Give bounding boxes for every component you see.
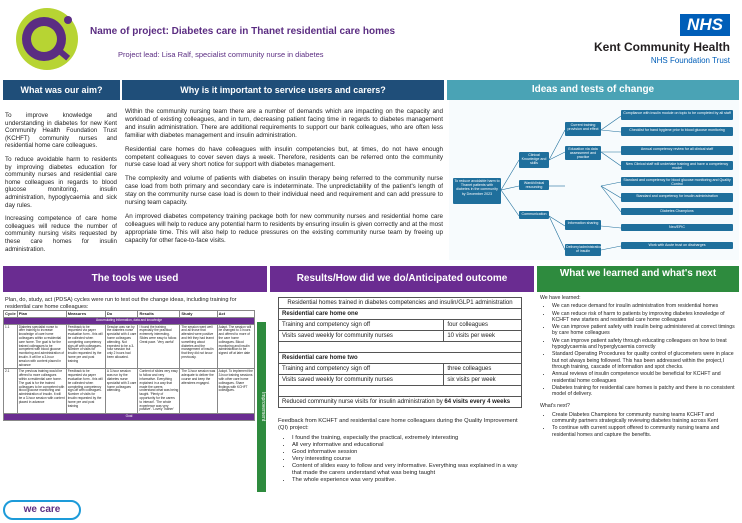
improvement-arrow-label: Improvement [257, 322, 266, 492]
table-row [279, 342, 522, 353]
pdsa-header-cycle: Cycle [5, 311, 16, 316]
pdsa-cell: Adapt. The session will be changed to 3 hours and offered to more of the care home colleagues. Blood monitoring and insulin administration to be signed off at later date [217, 324, 254, 369]
pdsa-cell: Content of slides very easy to follow and very informative. Everything explained in a way that made the carers understand what was being taught. 'Plenty of opportunity for the carers to interact'. 'The whole experience was very positive'. 'Lovely Trainer' [138, 369, 180, 414]
pdsa-cell: 1.1 [4, 324, 18, 369]
aim-paragraph-3: Increasing competence of care home colleagues will reduce the number of community nursing visits requested by these care homes for insulin administration. [5, 215, 117, 253]
why-paragraph-1: Within the community nursing team there are a number of demands which are impacting on the capacity and workload of existing colleagues, and in turn, decreasing patient facing time in regards to diabetes management and insulin administration. There are additional requirements to support our bank colleagues, who are often less familiar with diabetes management and insulin administration. [125, 108, 443, 139]
pdsa-header-act: Act [217, 311, 254, 318]
results-cell: six visits per week [444, 375, 522, 386]
results-cell: three colleagues [444, 364, 522, 375]
learned-list [552, 303, 738, 397]
driver-leaf-2: Checklist for hand hygiene prior to blood glucose monitoring [621, 127, 733, 136]
aim-paragraph-1: To improve knowledge and understanding in diabetes for new Kent Community Health Foundation Trust (KCHFT) community nurses and residential home care colleagues. [5, 112, 117, 150]
results-total [279, 397, 522, 408]
org-subtitle: NHS Foundation Trust [650, 56, 730, 65]
aim-paragraph-2: To reduce avoidable harm to residents by improving diabetes education for community nurses and residential care home colleagues in regards to blood glucose monitoring, insulin administration, hypoglycaemia and sick day rules. [5, 155, 117, 209]
learned-panel [540, 295, 738, 439]
driver-leaf-1: Compliance with insulin module on topic to be completed by all staff [621, 110, 733, 120]
list-item: • We can reduce demand for insulin administration from residential homes [552, 303, 738, 309]
driver-sub-1: Current training provision and effect [565, 122, 601, 136]
list-item: • We can reduce risk of harm to patients by improving diabetes knowledge of KCHFT new starters and residential care home colleagues [552, 311, 738, 324]
results-cell: Residential care home one [279, 309, 522, 320]
results-cell [279, 386, 522, 397]
list-item: • Annual reviews of insulin competence would be beneficial for KCHFT and residential home colleagues [552, 371, 738, 384]
why-paragraph-2: Residential care homes do have colleagues with insulin competencies but, at times, do not have enough competent colleagues to cover seven days a week. Therefore, residents can be referred onto the community nurse case load at very short notice for support with diabetes management. [125, 145, 443, 169]
driver-branch-5: Delivery/administration of insulin [565, 244, 601, 256]
why-panel [125, 108, 443, 251]
list-item: • To continue with current support offered to community nursing teams and residential homes and capture the benefits. [552, 425, 738, 438]
header [0, 0, 742, 78]
project-lead: Project lead: Lisa Ralf, specialist community nurse in diabetes [118, 50, 324, 59]
aim-panel [5, 112, 117, 259]
pdsa-cell: The session went well and all those that attended were positive and felt they had learnt something about diabetes and the management of insulin that they did not know previously. [180, 324, 217, 369]
results-cell [279, 342, 522, 353]
driver-sub-2: Education via data assessment and practice [565, 146, 601, 160]
pdsa-cell: Adopt. To implement the 3-hour training sessions with other care home colleagues. Share findings with KCHFT colleagues. [217, 369, 254, 414]
table-row [4, 324, 255, 369]
aim-heading: What was our aim? [3, 80, 120, 100]
pdsa-header-plan: Plan [17, 311, 66, 318]
pdsa-cell: Diabetes specialist nurse to offer training to increase knowledge of care home colleagues within a residential care home. The goal is for the trained colleagues to be competent with blood glucose monitoring and administration of insulin. It will be a 3-hour session with content placed in advance [17, 324, 66, 369]
driver-branch-3: Communication [519, 211, 549, 219]
feedback-list [292, 435, 522, 484]
why-paragraph-4: An improved diabetes competency training package both for new community nurses and residential home care colleagues will help to reduce any potential harm to residents by ensuring insulin is given correctly and at the most appropriate time. This will also help to reduce pressures on the existing community nurse team by freeing up capacity for other face-to-face visits. [125, 212, 443, 244]
driver-branch-4: Information sharing [565, 220, 601, 230]
tools-heading: The tools we used [3, 266, 267, 292]
results-cell: Visits saved weekly for community nurses [279, 375, 444, 386]
table-row [4, 369, 255, 414]
table-row [279, 309, 522, 320]
driver-branch-1: Clinical Knowledge and skills [519, 152, 549, 168]
pdsa-banner: Accumulating information, data and knowledge [4, 317, 255, 324]
table-row [279, 364, 522, 375]
pdsa-table [3, 310, 263, 505]
pdsa-header-study: Study [180, 311, 217, 318]
driver-leaf-8: Neo/EPIC [621, 224, 733, 231]
pdsa-cell: Feedback to be requested via paper evaluation form - this will be collected when completing competency sign-off with colleagues. Number of visits for insulin requested by the home pre and post training [66, 369, 105, 414]
results-total-prefix: Reduced community nurse visits for insulin administration by [282, 399, 445, 405]
results-cell: Visits saved weekly for community nurses [279, 331, 444, 342]
driver-leaf-6: Standard and competency for insulin administration [621, 193, 733, 202]
list-item: • Good informative session [292, 449, 522, 456]
results-cell: Training and competency sign off [279, 320, 444, 331]
driver-leaf-4: New Clinical staff will undertake training and have a competency model [621, 161, 733, 170]
ideas-heading: Ideas and tests of change [447, 80, 739, 100]
table-row [279, 375, 522, 386]
pdsa-cell: Session was run by the diabetes nurse specialist with 4 care home colleagues attending. Not expected to be a 3-hour session but only 2 hours had been allocated. [105, 324, 138, 369]
pdsa-cell: I found the training especially the practical extremely interesting. Slides were easy to follow. Great pace. 'Very useful' [138, 324, 180, 369]
list-item: • Content of slides easy to follow and very informative. Everything was explained in a way that made the carers understand what was being taught [292, 463, 522, 477]
table-row [279, 386, 522, 397]
results-table [278, 297, 522, 408]
why-paragraph-3: The complexity and volume of patients with diabetes on insulin therapy being referred to the community nurse case load from both primary and secondary care is indeterminate. The unpredictability of the patient's length of stay on the community nurse case load is down to their individual need and requirement and can add pressure to nursing team capacity. [125, 175, 443, 207]
driver-aim-node: To reduce avoidable harm to Thanet patients with diabetes in the community by December 2023 [453, 178, 501, 204]
driver-leaf-9: Work with Acute trust on discharges [621, 242, 733, 249]
table-row [279, 331, 522, 342]
org-name: Kent Community Health [593, 40, 730, 54]
pdsa-cell: Feedback to be requested via paper evaluation form - this will be collected when completing competency sign-off with colleagues. Number of visits for insulin requested by the home pre and post training [66, 324, 105, 369]
nhs-logo: NHS [680, 14, 730, 36]
driver-leaf-7: Diabetes Champions [621, 208, 733, 215]
results-cell: 10 visits per week [444, 331, 522, 342]
list-item: • Diabetes training for residential care homes is patchy and there is no consistent model of delivery. [552, 385, 738, 398]
driver-branch-2: Ward/clinical resourcing [519, 180, 549, 190]
learned-heading: What we learned and what's next [537, 266, 739, 292]
why-heading: Why is it important to service users and carers? [122, 80, 444, 100]
learned-intro: We have learned: [540, 295, 581, 301]
list-item: • I found the training, especially the practical, extremely interesting [292, 435, 522, 442]
driver-diagram [449, 100, 739, 260]
pdsa-goal-bar: Goal [4, 414, 255, 421]
list-item: • Very interesting course [292, 456, 522, 463]
list-item: • Create Diabetes Champions for community nursing teams KCHFT and community partners strategically reviewing diabetes training across Kent [552, 412, 738, 425]
next-list [552, 412, 738, 438]
pdsa-header-do: Do [105, 311, 138, 318]
pdsa-cell: The previous training would be offered to more colleagues within a residential care home. The goal is for the trained colleagues to be competent with blood glucose monitoring and administration of insulin. It will be a 3-hour session with content placed in advance [17, 369, 66, 414]
list-item: • All very informative and educational [292, 442, 522, 449]
results-caption: Residential homes trained in diabetes competencies and insulin/GLP1 administration [279, 298, 522, 309]
results-cell: Training and competency sign off [279, 364, 444, 375]
feedback-intro: Feedback from KCHFT and residential care home colleagues during the Quality Improvement (QI) project: [278, 418, 518, 431]
driver-leaf-3: Annual competency review for all clinical staff [621, 146, 733, 155]
pdsa-header-results: Results [138, 311, 180, 318]
pdsa-cell: The 3-hour session was adequate to deliver the course and keep the attendees engaged. [180, 369, 217, 414]
next-heading: What's next? [540, 403, 570, 410]
list-item: • The whole experience was very positive. [292, 477, 522, 484]
list-item: • We can improve patient safety with insulin being administered at correct timings by care home colleagues [552, 324, 738, 337]
results-panel [278, 297, 522, 484]
list-item: • Standard Operating Procedures for quality control of glucometers were in place but not always being followed. This has been addressed within the project,I through training, cascade of information and spot checks. [552, 351, 738, 370]
pdsa-cell: 2.1 [4, 369, 18, 414]
driver-leaf-5: Standard and competency for blood glucose monitoring and Quality Control [621, 177, 733, 186]
we-care-logo: we care [3, 500, 81, 520]
results-heading: Results/How did we do/Anticipated outcome [270, 266, 534, 292]
results-cell: four colleagues [444, 320, 522, 331]
results-total-value: 64 visits every 4 weeks [444, 399, 511, 405]
results-cell: Residential care home two [279, 353, 522, 364]
pdsa-cell: A 3-hour session was run by the diabetes nurse specialist with 3 care home colleagues attending. [105, 369, 138, 414]
table-row [279, 353, 522, 364]
table-row [279, 320, 522, 331]
pdsa-header-measures: Measures [66, 311, 105, 318]
list-item: • We can improve patient safety through educating colleagues on how to treat hypoglycaemia and hyperglycaemia correctly [552, 338, 738, 351]
project-name: Name of project: Diabetes care in Thanet residential care homes [90, 26, 396, 37]
qi-logo [14, 6, 80, 72]
tools-intro: Plan, do, study, act (PDSA) cycles were run to test out the change ideas, including training for residential care home colleagues: [5, 297, 237, 310]
